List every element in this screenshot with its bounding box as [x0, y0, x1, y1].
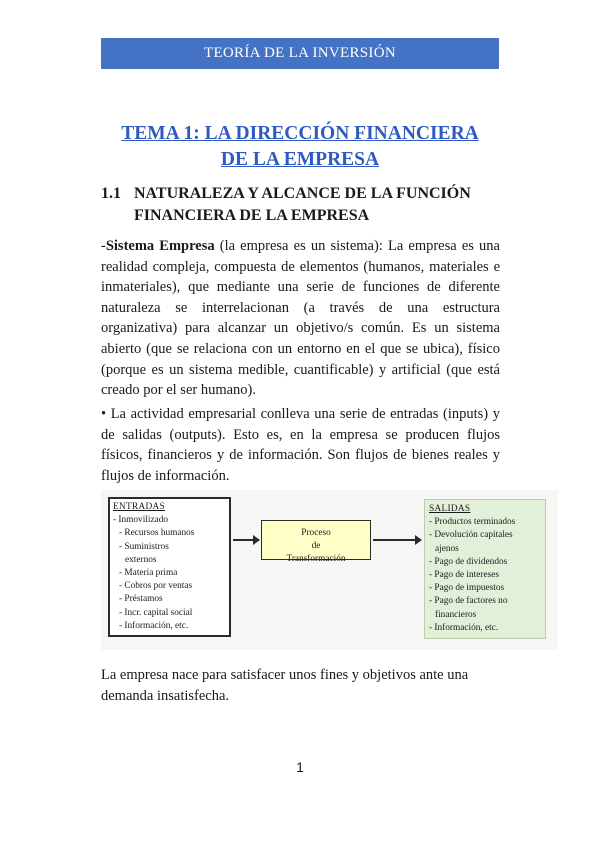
paragraph-actividad-empresarial — [101, 404, 500, 486]
arrow-right-icon — [233, 539, 259, 541]
output-item: ajenos — [435, 543, 459, 554]
output-item: - Productos terminados — [429, 517, 516, 528]
input-item: - Información, etc. — [119, 620, 189, 631]
arrow-right-icon — [373, 539, 421, 541]
input-item: externos — [125, 554, 157, 565]
outputs-title: SALIDAS — [429, 504, 471, 514]
output-item: - Devolución capitales — [429, 530, 513, 541]
paragraph-body: La actividad empresarial conlleva una serie de entradas (inputs) y de salidas (outputs). Esto es, en la empresa se producen flujos físicos, financieros y de información. Son flujos de bienes reales y flujos de información. — [101, 406, 500, 484]
chapter-title-line-2: DE LA EMPRESA — [220, 149, 380, 170]
chapter-title — [100, 121, 500, 173]
output-item: - Pago de impuestos — [429, 583, 505, 594]
chapter-title-line-1: TEMA 1: LA DIRECCIÓN FINANCIERA — [121, 123, 479, 144]
section-heading — [101, 183, 501, 227]
process-label: Proceso — [301, 528, 331, 538]
process-box — [261, 520, 371, 564]
paragraph-empresa-fines: La empresa nace para satisfacer unos fines y objetivos ante una demanda insatisfecha. — [101, 667, 469, 704]
input-item: - Materia prima — [119, 568, 178, 579]
bullet-icon: • — [101, 406, 107, 422]
inputs-title: ENTRADAS — [113, 502, 165, 512]
term-sistema-empresa: Sistema Empresa — [105, 238, 215, 254]
output-item: - Pago de dividendos — [429, 556, 508, 567]
process-label: de — [311, 541, 321, 551]
output-item: financieros — [435, 609, 477, 620]
section-number: 1.1 — [101, 185, 121, 202]
paragraph-body: (la empresa es un sistema): La empresa es una realidad compleja, compuesta de elementos (humanos, materiales e inmateriales), que mediante una serie de funciones de diferente naturaleza se interrelacionan (a través de una estructura organizativa) para alcanzar un objetivo/s común. Es un sistema abierto (que se relaciona con un entorno en el que se ubica), físico (porque es un sistema medible, cuantificable) y artificial (que está creado por el ser humano). — [101, 238, 500, 399]
paragraph-sistema-empresa — [101, 236, 500, 401]
paragraph-prefix: - — [101, 238, 106, 254]
inputs-box — [108, 497, 231, 637]
page-number: 1 — [296, 759, 304, 775]
output-item: - Información, etc. — [429, 622, 499, 633]
input-item: - Cobros por ventas — [119, 581, 193, 592]
input-item: - Recursos humanos — [119, 528, 195, 539]
output-item: - Pago de factores no — [429, 596, 508, 607]
input-item: - Inmovilizado — [113, 515, 168, 526]
section-title: NATURALEZA Y ALCANCE DE LA FUNCIÓN FINANCIERA DE LA EMPRESA — [134, 185, 471, 224]
input-item: - Préstamos — [119, 594, 163, 605]
document-header — [101, 38, 499, 69]
header-title: TEORÍA DE LA INVERSIÓN — [203, 45, 396, 61]
output-item: - Pago de intereses — [429, 570, 499, 581]
input-item: - Suministros — [119, 541, 169, 552]
input-output-diagram — [101, 490, 558, 650]
outputs-box — [424, 499, 546, 639]
input-item: - Incr. capital social — [119, 607, 193, 618]
process-label: Transformación — [286, 554, 346, 564]
